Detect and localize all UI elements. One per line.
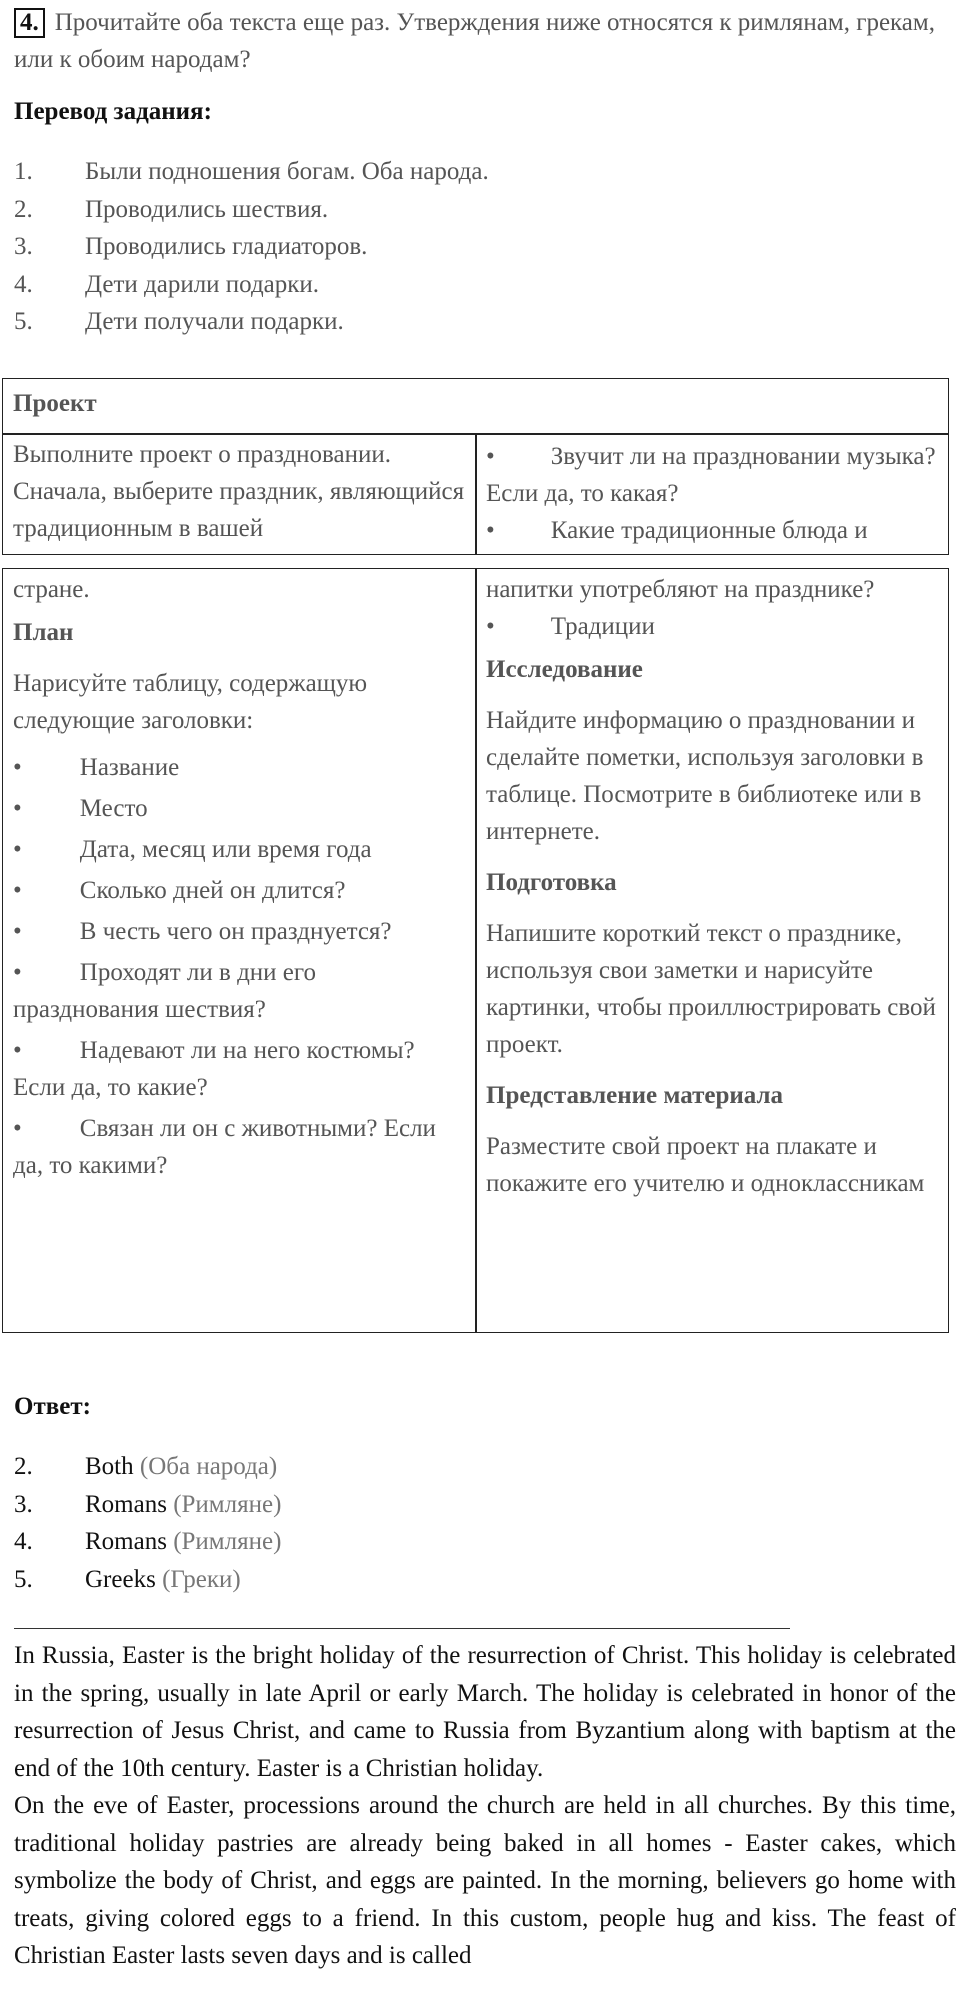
list-item: • Сколько дней он длится? [13, 877, 346, 904]
list-item: 1. Были подношения богам. Оба народа. [14, 158, 489, 185]
research-title: Исследование [486, 656, 643, 683]
task-text: Прочитайте оба текста еще раз. Утверждения ниже относятся к римлянам, грекам, или к обоим народам? [14, 9, 935, 73]
bullet-icon: • [13, 918, 22, 945]
prep-text: Напишите короткий текст о празднике, используя свои заметки и нарисуйте картинки, чтобы проиллюстрировать свой проект. [486, 920, 936, 1058]
present-text: Разместите свой проект на плакате и покажите его учителю и одноклассникам [486, 1133, 925, 1197]
prep-title: Подготовка [486, 869, 617, 896]
project-intro-text: Выполните проект о праздновании. Сначала, выберите праздник, являющийся традиционным в вашей [13, 441, 465, 542]
bullet-icon: • [13, 754, 22, 781]
project-right-top-cell [475, 433, 949, 555]
list-item: • В честь чего он празднуется? [13, 918, 392, 945]
list-item: • Название [13, 754, 180, 781]
list-item: 2. Проводились шествия. [14, 195, 329, 223]
essay-paragraph-2: On the eve of Easter, processions around the church are held in all churches. By this time, traditional holiday pastries are already being baked in all homes - Easter cakes, which symbolize the body of Christ, and eggs are painted. In the morning, believers go home with treats, giving colored eggs to a friend. In this custom, people hug and kiss. The feast of Christian Easter lasts seven days and is called [14, 1792, 956, 1969]
plan-text: Нарисуйте таблицу, содержащую следующие заголовки: [13, 670, 368, 734]
bullet-icon: • [486, 517, 495, 544]
bullet-icon: • [13, 1037, 22, 1064]
bullet-icon: • [486, 613, 495, 640]
bullet-icon: • [13, 877, 22, 904]
list-item: • Проходят ли в дни его празднования шествия? [13, 959, 317, 1023]
list-item: • Дата, месяц или время года [13, 836, 372, 863]
divider [14, 1628, 790, 1629]
present-title: Представление материала [486, 1082, 784, 1109]
list-item: 5. Дети получали подарки. [14, 308, 344, 335]
essay [14, 1637, 956, 1975]
research-text: Найдите информацию о праздновании и сделайте пометки, используя заголовки в таблице. Посмотрите в библиотеке или в интернете. [486, 707, 924, 845]
project-intro-continued: стране. [13, 576, 90, 603]
list-item: 3. Проводились гладиаторов. [14, 233, 368, 260]
bullet-icon: • [486, 443, 495, 470]
translation-list [14, 153, 944, 341]
answer-title: Ответ: [14, 1393, 91, 1420]
bullet-icon: • [13, 836, 22, 863]
bullet-icon: • [13, 959, 22, 986]
right-bullet-continued: напитки употребляют на празднике? [486, 576, 875, 603]
plan-bullets [13, 749, 466, 1184]
project-right-cell [475, 568, 949, 1333]
list-item: • Какие традиционные блюда и [486, 517, 868, 544]
translation-title: Перевод задания: [14, 98, 212, 125]
list-item: • Звучит ли на праздновании музыка? Если да, то какая? [486, 443, 936, 507]
list-item: • Связан ли он с животными? Если да, то какими? [13, 1115, 436, 1179]
list-item: • Надевают ли на него костюмы? Если да, то какие? [13, 1037, 415, 1101]
essay-paragraph-1: In Russia, Easter is the bright holiday of the resurrection of Christ. This holiday is celebrated in the spring, usually in late April or early March. The holiday is celebrated in honor of the resurrection of Jesus Christ, and came to Russia from Byzantium along with baptism at the end of the 10th century. Easter is a Christian holiday. [14, 1642, 956, 1782]
task-header [14, 4, 944, 78]
project-title-cell [2, 378, 949, 435]
plan-title: План [13, 619, 74, 646]
list-item: • Традиции [486, 613, 655, 640]
project-title: Проект [13, 390, 97, 417]
project-intro-cell [2, 433, 477, 555]
bullet-icon: • [13, 795, 22, 822]
list-item: • Место [13, 795, 148, 822]
project-left-cell [2, 568, 477, 1333]
list-item: 4. Дети дарили подарки. [14, 270, 320, 298]
bullet-icon: • [13, 1115, 22, 1142]
task-number: 4. [14, 8, 45, 38]
